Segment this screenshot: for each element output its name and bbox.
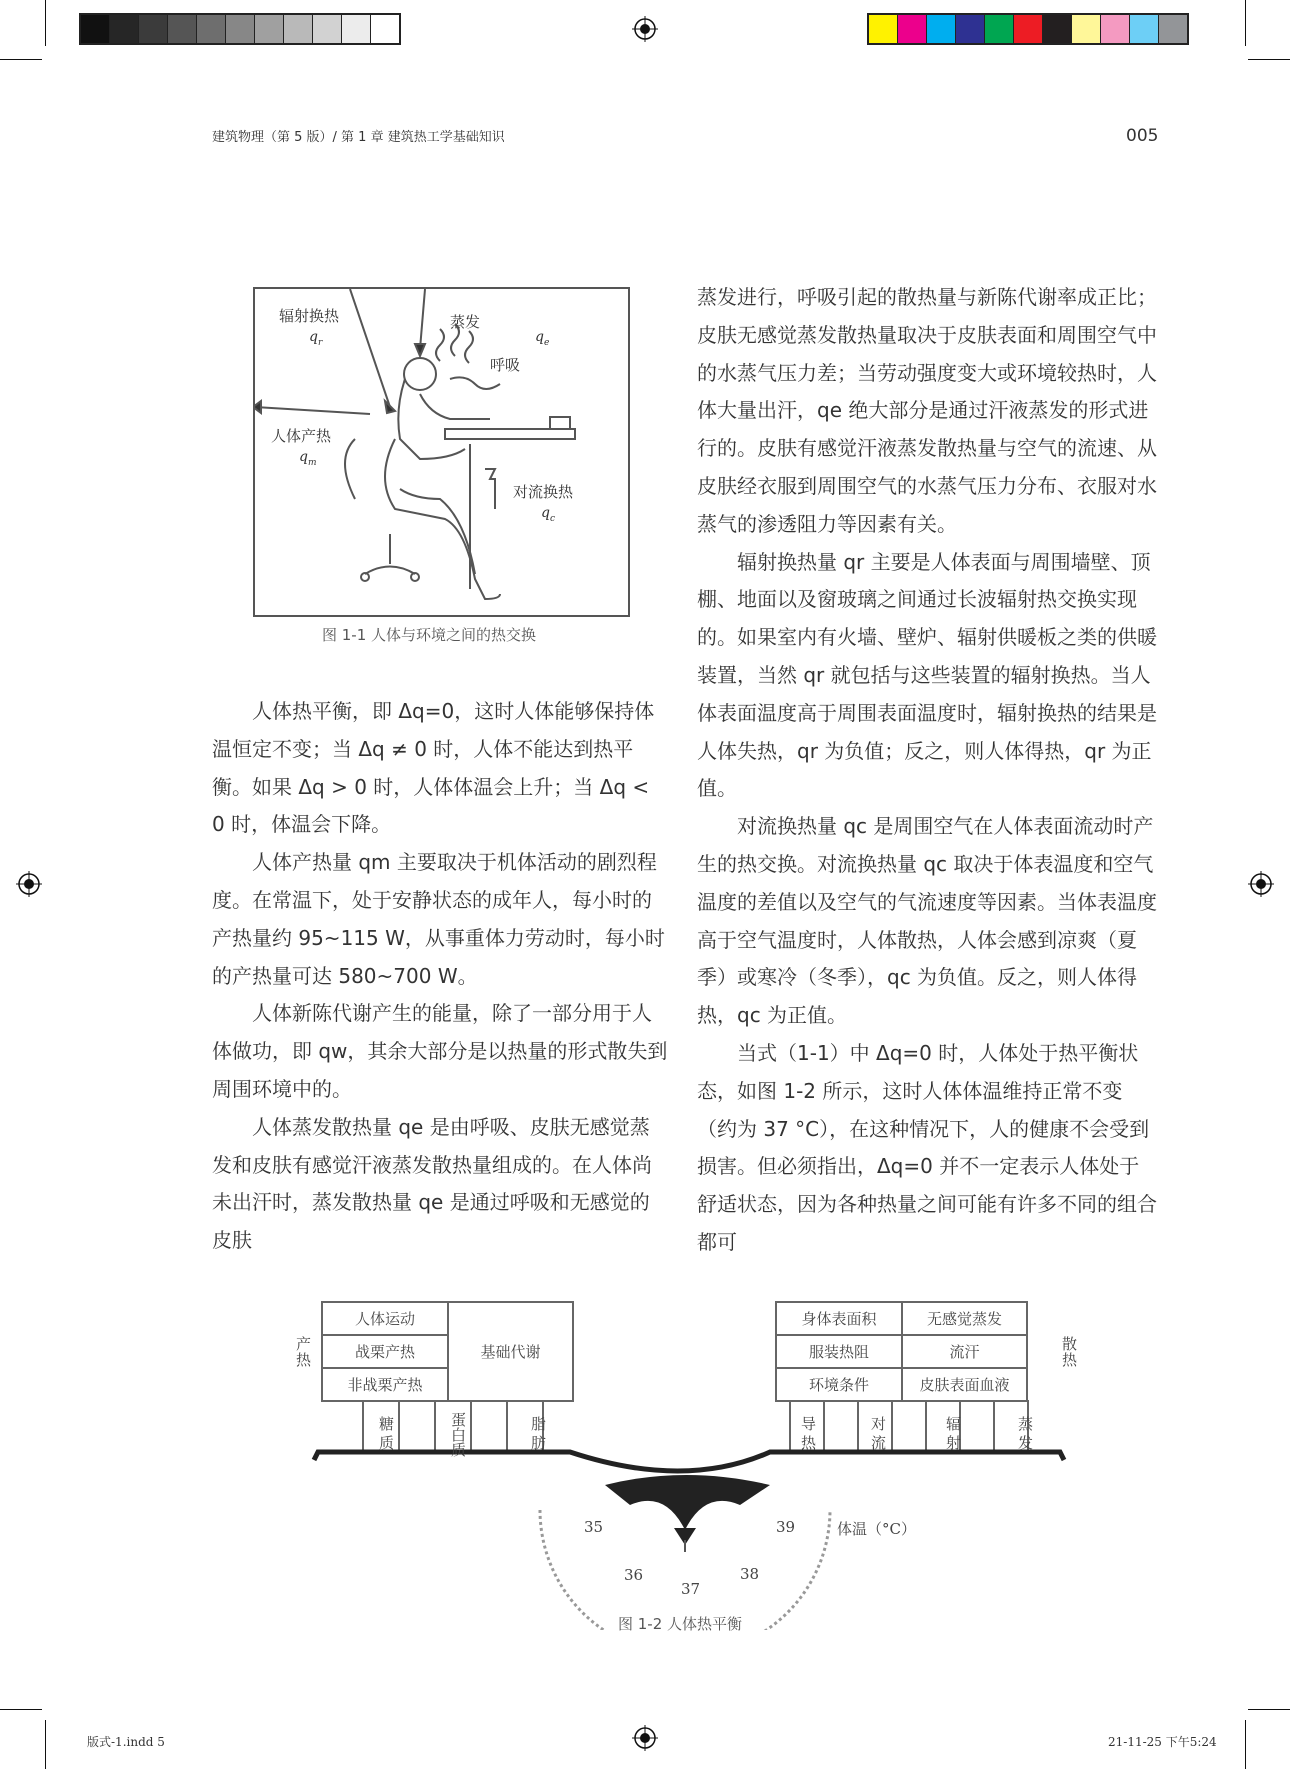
calibration-swatch [255,15,284,43]
scale-tick-label: 37 [681,1580,701,1598]
right-column [697,279,1159,1262]
fig2-weight-fat: 脂 肪 [531,1415,547,1452]
paragraph: 人体热平衡，即 Δq=0，这时人体能够保持体温恒定不变；当 Δq ≠ 0 时，人体不能达到热平衡。如果 Δq > 0 时，人体体温会上升；当 Δq < 0 时，体温会下降。 [212,699,655,837]
calibration-swatch [110,15,139,43]
paragraph: 人体蒸发散热量 qe 是由呼吸、皮肤无感觉蒸发和皮肤有感觉汗液蒸发散热量组成的。在人体尚未出汗时，蒸发散热量 qe 是通过呼吸和无感觉的皮肤 [212,1114,652,1253]
fig2-weight-radiation: 辐 射 [946,1415,962,1452]
label-breath: 呼吸 [490,356,521,374]
scale-unit-label: 体温（°C） [837,1520,916,1538]
calibration-swatch [898,15,927,43]
calibration-swatch [1072,15,1101,43]
registration-mark-icon [632,1725,658,1751]
calibration-swatch [927,15,956,43]
calibration-swatch [197,15,226,43]
scale-tick-label: 36 [624,1566,644,1584]
scale-tick-label: 38 [740,1565,760,1583]
calibration-swatch [869,15,898,43]
label-body-heat: 人体产热 [271,427,332,445]
fig2-side-label-left: 产 热 [296,1335,312,1369]
crop-mark [45,0,46,46]
calibration-swatch [284,15,313,43]
paragraph: 辐射换热量 qr 主要是人体表面与周围墙壁、顶棚、地面以及窗玻璃之间通过长波辐射热交换实现的。如果室内有火墙、壁炉、辐射供暖板之类的供暖装置，当然 qr 就包括与这些装置的辐射换热。当人体表面温度高于周围表面温度时，辐射换热的结果是人体失热，qr 为负值；反之，则人体得热，qr 为正值。 [697,549,1157,801]
calibration-swatch [985,15,1014,43]
label-evaporation: 蒸发 [450,313,481,331]
calibration-swatch [1043,15,1072,43]
calibration-swatch [1101,15,1130,43]
crop-mark [1248,59,1290,60]
crop-mark [1245,0,1246,46]
crop-mark [45,1720,46,1769]
fig2-cell: 非战栗产热 [347,1376,423,1394]
registration-mark-icon [632,16,658,42]
calibration-swatch [139,15,168,43]
paragraph: 人体产热量 qm 主要取决于机体活动的剧烈程度。在常温下，处于安静状态的成年人，每小时的产热量约 95~115 W，从事重体力劳动时，每小时的产热量可达 580~700 W。 [212,850,665,988]
fig2-weight-sugar: 糖 质 [379,1415,395,1452]
fig2-cell-basal-metabolism: 基础代谢 [480,1343,541,1361]
running-header: 建筑物理（第 5 版）/ 第 1 章 建筑热工学基础知识 [212,130,505,145]
color-calibration-bar [867,13,1189,45]
left-column [212,693,668,1260]
fig2-cell: 服装热阻 [808,1343,869,1361]
fig2-cell: 环境条件 [808,1376,869,1394]
label-qc: $q_c$ [541,505,556,524]
calibration-swatch [226,15,255,43]
label-qm: $q_m$ [299,449,317,468]
fig2-cell: 流汗 [949,1343,980,1361]
label-convection: 对流换热 [513,483,574,501]
crop-mark [0,1709,42,1710]
calibration-swatch [956,15,985,43]
calibration-swatch [313,15,342,43]
label-qr: $q_r$ [309,329,323,348]
calibration-swatch [168,15,197,43]
page-number: 005 [1126,126,1159,146]
scale-tick-label: 35 [584,1518,604,1536]
calibration-swatch [1014,15,1043,43]
label-qe: $q_e$ [535,329,550,348]
fig2-weight-convection: 对 流 [871,1415,887,1452]
fig2-cell: 无感觉蒸发 [926,1310,1002,1328]
paragraph: 人体新陈代谢产生的能量，除了一部分用于人体做功，即 qw，其余大部分是以热量的形式散失到周围环境中的。 [212,1001,668,1101]
calibration-swatch [1130,15,1159,43]
grayscale-calibration-bar [79,13,401,45]
figure-1-heat-exchange [253,287,630,617]
registration-mark-icon [1248,871,1274,897]
fig2-cell: 人体运动 [354,1310,415,1328]
crop-mark [1248,1709,1290,1710]
label-radiation: 辐射换热 [279,307,340,325]
calibration-swatch [1159,15,1187,43]
fig2-weight-protein: 蛋 白 质 [451,1411,467,1459]
paragraph: 蒸发进行，呼吸引起的散热量与新陈代谢率成正比；皮肤无感觉蒸发散热量取决于皮肤表面和周围空气中的水蒸气压力差；当劳动强度变大或环境较热时，人体大量出汗，qe 绝大部分是通过汗液蒸发的形式进行的。皮肤有感觉汗液蒸发散热量与空气的流速、从皮肤经衣服到周围空气的水蒸气压力分布、衣服对水蒸气的渗透阻力等因素有关。 [697,285,1157,536]
paragraph: 当式（1-1）中 Δq=0 时，人体处于热平衡状态，如图 1-2 所示，这时人体体温维持正常不变（约为 37 °C），在这种情况下，人的健康不会受到损害。但必须指出，Δq=0 并不一定表示人体处于舒适状态，因为各种热量之间可能有许多不同的组合都可 [697,1040,1157,1254]
fig2-cell: 战栗产热 [354,1343,415,1361]
registration-mark-icon [16,871,42,897]
footer-timestamp: 21-11-25 下午5:24 [1108,1735,1217,1749]
figure-2-caption: 图 1-2 人体热平衡 [618,1615,743,1633]
crop-mark [1245,1720,1246,1769]
fig2-weight-evaporation: 蒸 发 [1018,1415,1034,1452]
paragraph: 对流换热量 qc 是周围空气在人体表面流动时产生的热交换。对流换热量 qc 取决于体表温度和空气温度的差值以及空气的气流速度等因素。当体表温度高于空气温度时，人体散热，人体会感到凉爽（夏季）或寒冷（冬季），qc 为负值。反之，则人体得热，qc 为正值。 [697,814,1157,1028]
fig2-cell: 身体表面积 [801,1310,877,1328]
fig2-weight-conduction: 导 热 [801,1415,817,1452]
footer-file: 版式-1.indd 5 [87,1735,165,1749]
calibration-swatch [342,15,371,43]
calibration-swatch [371,15,399,43]
fig2-side-label-right: 散 热 [1062,1335,1078,1369]
fig2-cell: 皮肤表面血液 [919,1376,1010,1394]
calibration-swatch [81,15,110,43]
scale-tick-label: 39 [776,1518,796,1536]
figure-1-caption: 图 1-1 人体与环境之间的热交换 [322,626,537,644]
crop-mark [0,59,42,60]
